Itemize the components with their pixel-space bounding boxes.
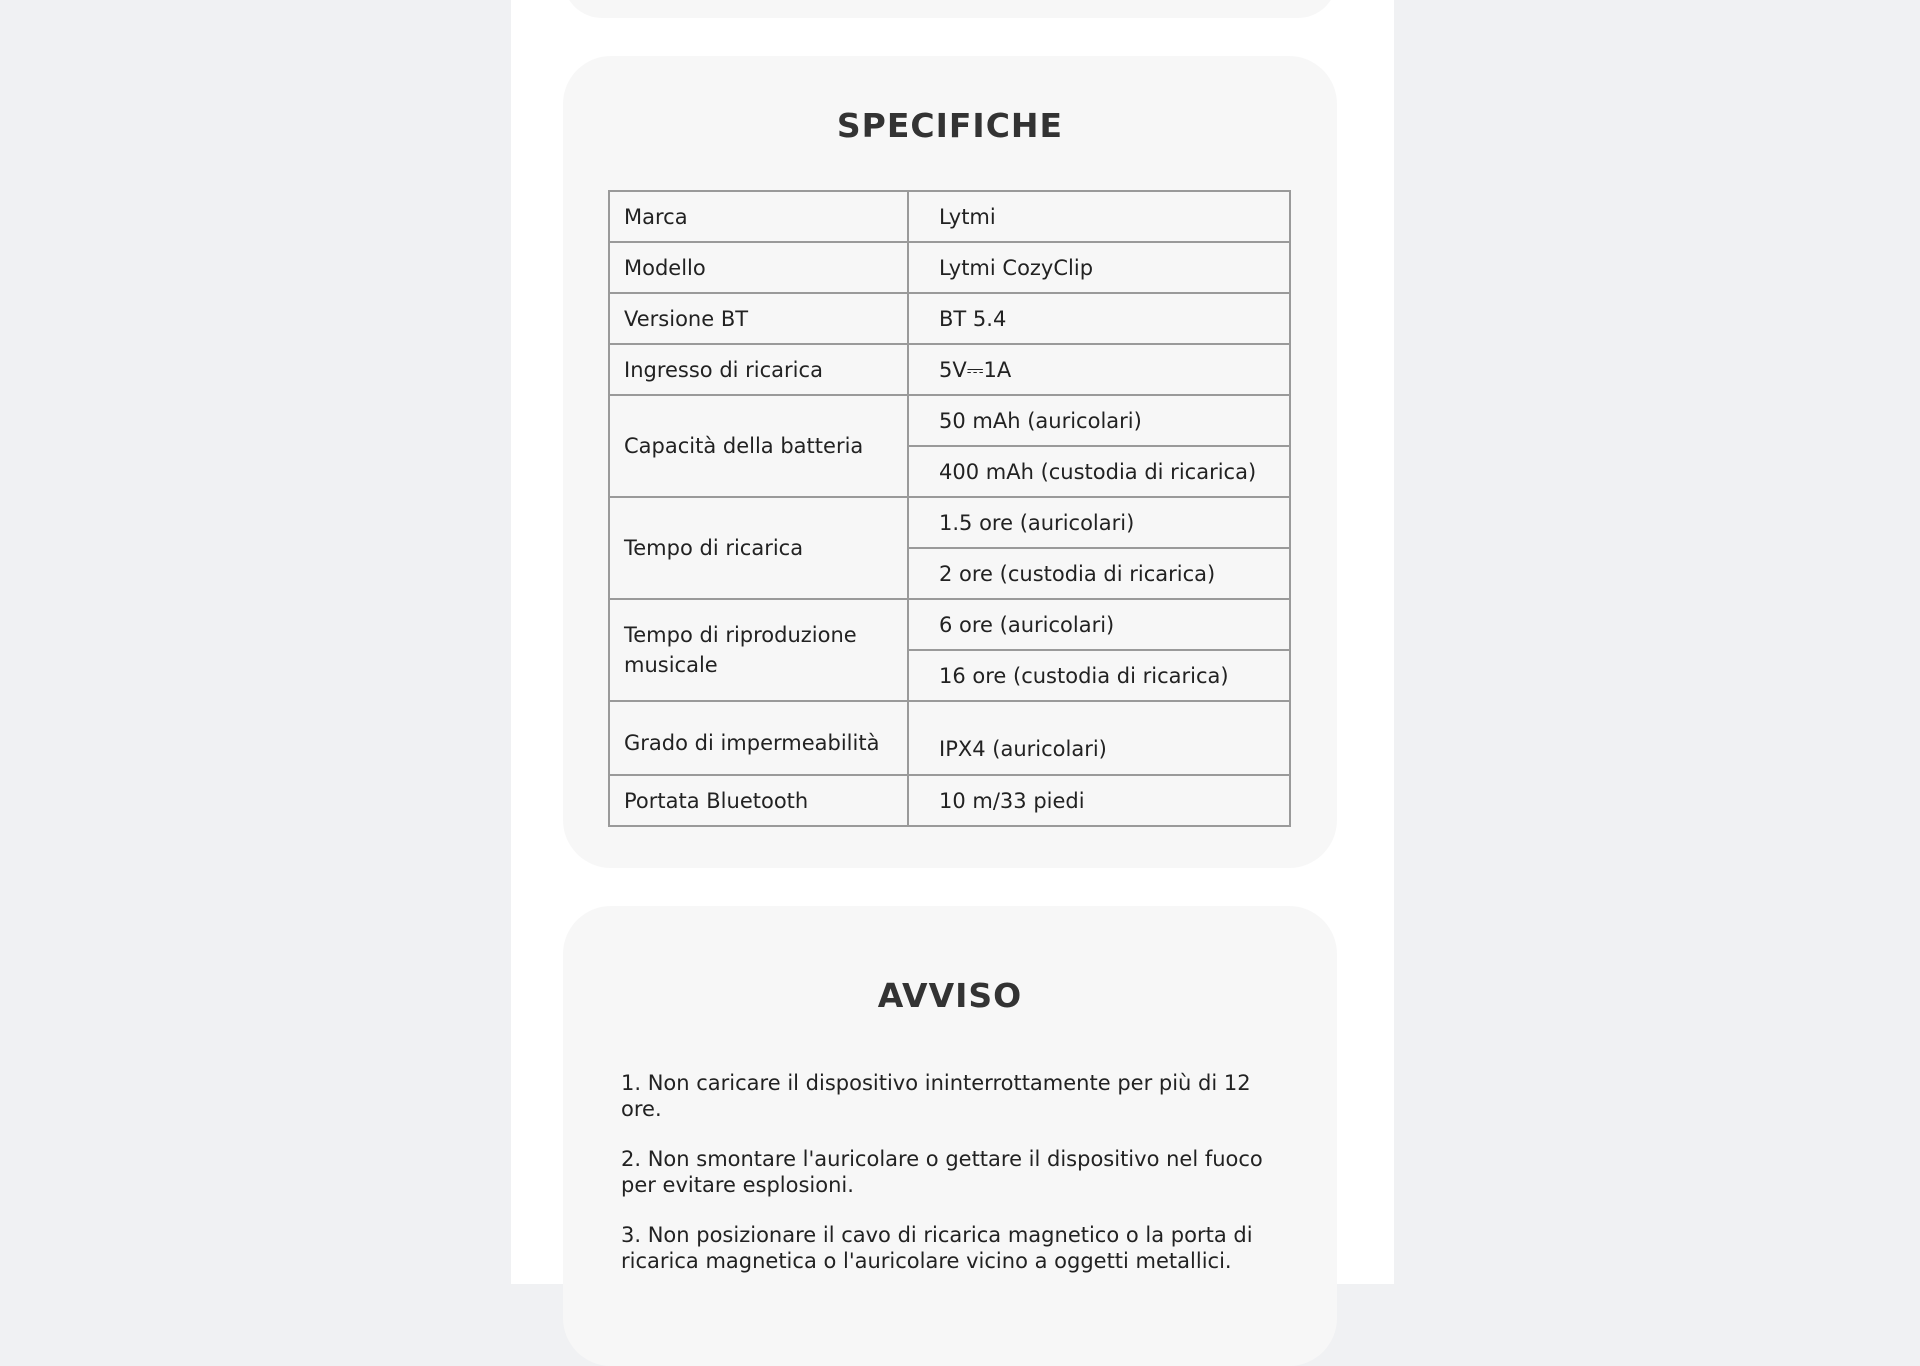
- spec-value: BT 5.4: [908, 293, 1290, 344]
- spec-label: Ingresso di ricarica: [609, 344, 908, 395]
- table-row: [609, 599, 1290, 650]
- spec-value: 1.5 ore (auricolari): [908, 497, 1290, 548]
- spec-value: 6 ore (auricolari): [908, 599, 1290, 650]
- specs-card: [563, 56, 1337, 868]
- spec-value: Lytmi CozyClip: [908, 242, 1290, 293]
- spec-value: Lytmi: [908, 191, 1290, 242]
- table-row: [609, 701, 1290, 775]
- list-item: 3. Non posizionare il cavo di ricarica magnetico o la porta di ricarica magnetica o l'auricolare vicino a oggetti metallici.: [621, 1223, 1253, 1273]
- previous-section-card: [563, 0, 1337, 18]
- spec-label: Tempo di riproduzione musicale: [609, 599, 908, 701]
- spec-value: 400 mAh (custodia di ricarica): [908, 446, 1290, 497]
- spec-label: Versione BT: [609, 293, 908, 344]
- spec-label: Tempo di ricarica: [609, 497, 908, 599]
- spec-label: Marca: [609, 191, 908, 242]
- table-row: [609, 242, 1290, 293]
- table-row: [609, 344, 1290, 395]
- table-row: [609, 191, 1290, 242]
- spec-label: Modello: [609, 242, 908, 293]
- spec-label: Capacità della batteria: [609, 395, 908, 497]
- table-row: [609, 395, 1290, 446]
- table-row: [609, 293, 1290, 344]
- notice-title: AVVISO: [877, 976, 1023, 1015]
- spec-value: 10 m/33 piedi: [908, 775, 1290, 826]
- table-row: [609, 775, 1290, 826]
- notice-card: [563, 906, 1337, 1366]
- spec-label: Portata Bluetooth: [609, 775, 908, 826]
- spec-label: Grado di impermeabilità: [609, 701, 908, 775]
- specs-table: [608, 190, 1291, 827]
- page-column: [511, 0, 1394, 1284]
- specs-title: SPECIFICHE: [836, 106, 1064, 145]
- notice-list: [621, 1070, 1281, 1298]
- spec-value: IPX4 (auricolari): [908, 701, 1290, 775]
- list-item: 2. Non smontare l'auricolare o gettare il dispositivo nel fuoco per evitare esplosioni.: [621, 1147, 1263, 1197]
- spec-value: 5V⎓1A: [908, 344, 1290, 395]
- list-item: 1. Non caricare il dispositivo ininterrottamente per più di 12 ore.: [621, 1071, 1251, 1121]
- spec-value: 16 ore (custodia di ricarica): [908, 650, 1290, 701]
- spec-value: 50 mAh (auricolari): [908, 395, 1290, 446]
- table-row: [609, 497, 1290, 548]
- spec-value: 2 ore (custodia di ricarica): [908, 548, 1290, 599]
